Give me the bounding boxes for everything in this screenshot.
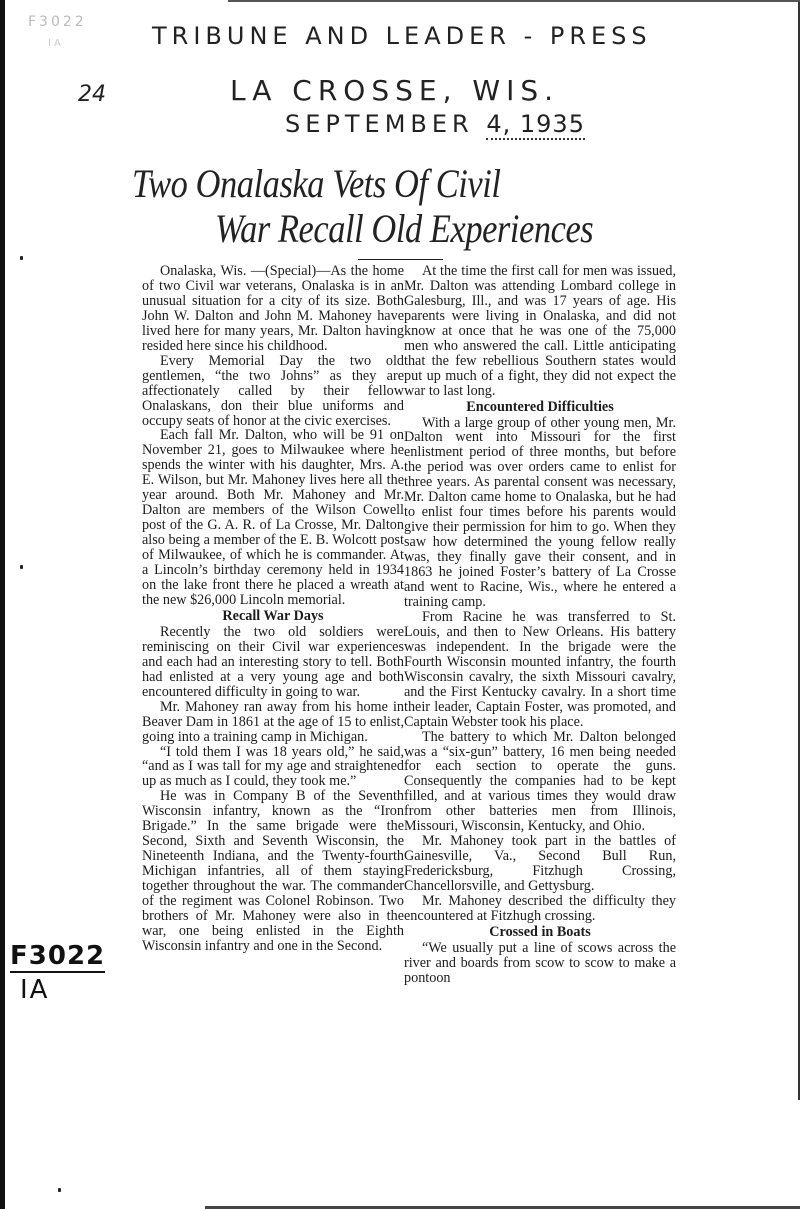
article-paragraph: He was in Company B of the Seventh Wisconsin infantry, known as the “Iron Brigade.” In the same brigade were the Second, Sixth and Seventh Wisconsin, the Nineteenth Indiana, and the Twenty-fourth Michigan infantries, all of them staying together throughout the war. The commander of the regiment was Colonel Robinson. Two brothers of Mr. Mahoney were also in the war, one being enlisted in the Eighth Wisconsin infantry and one in the Second. [142,788,404,954]
scan-edge-top [228,0,800,2]
article-paragraph: “I told them I was 18 years old,” he said, “and as I was tall for my age and straightened up as much as I could, they took me.” [142,743,404,790]
faint-stamp-sub: IA [48,38,64,49]
article-paragraph: Mr. Mahoney described the difficulty they encountered at Fitzhugh crossing. [404,893,676,924]
headline-rule [358,259,443,260]
article-paragraph: The battery to which Mr. Dalton belonged was a “six-gun” battery, 16 men being needed for each section to operate the guns. Consequently the companies had to be kept filled, and at various times they would draw from other batteries men from Illinois, Missouri, Wisconsin, Kentucky, and Ohio. [404,728,676,835]
date-month: SEPTEMBER [285,110,474,138]
date-day-year: 4, 1935 [486,110,585,138]
handwritten-newspaper-name: TRIBUNE AND LEADER - PRESS [152,22,652,50]
article-column-right [404,264,676,986]
scan-speck [58,1188,61,1192]
handwritten-page-number: 24 [78,82,106,107]
article-paragraph: Mr. Mahoney took part in the battles of Gainesville, Va., Second Bull Run, Fredericksburg, Fitzhugh Crossing, Chancellorsville, and Gettysburg. [404,833,676,895]
headline-line-2: War Recall Old Experiences [215,206,594,251]
article-paragraph: Mr. Mahoney ran away from his home in Beaver Dam in 1861 at the age of 15 to enlist, going into a training camp in Michigan. [142,698,404,745]
article-paragraph: Each fall Mr. Dalton, who will be 91 on November 21, goes to Milwaukee where he spends the winter with his daughter, Mrs. A. E. Wilson, but Mr. Mahoney lives here all the year around. Both Mr. Mahoney and Mr. Dalton are members of the Wilson Cowell post of the G. A. R. of La Crosse, Mr. Dalton also being a member of the E. B. Wolcott post of Milwaukee, of which he is commander. At a Lincoln’s birthday ceremony held in 1934 on the lake front there he placed a wreath at the new $26,000 Lincoln memorial. [142,427,404,608]
scan-speck [20,565,23,569]
margin-file-code: F3022 [10,941,106,971]
scan-edge-left [0,0,5,1209]
margin-sub-code: IA [20,975,50,1005]
section-subhead: Encountered Difficulties [466,398,614,415]
article-paragraph: “We usually put a line of scows across the river and boards from scow to scow to make a pontoon [404,939,676,986]
headline-line-1: Two Onalaska Vets Of Civil [132,161,501,206]
article-column-left [142,264,404,954]
section-subhead: Crossed in Boats [489,923,591,940]
article-paragraph: Onalaska, Wis. —(Special)—As the home of two Civil war veterans, Onalaska is in an unusual situation for a city of its size. Both John W. Dalton and John M. Mahoney have lived here for many years, Mr. Dalton having resided here since his childhood. [142,263,404,354]
handwritten-city: LA CROSSE, WIS. [230,74,559,107]
handwritten-date [285,110,585,138]
article-paragraph: Every Memorial Day the two old gentlemen, “the two Johns” as they are affectionately called by their fellow Onalaskans, don their blue uniforms and occupy seats of honor at the civic exercises. [142,352,404,429]
section-subhead: Recall War Days [222,607,324,624]
article-paragraph: At the time the first call for men was issued, Mr. Dalton was attending Lombard college in Galesburg, Ill., and was 17 years of age. His parents were living in Onalaska, and did not know at once that he was one of the 75,000 men who answered the call. Little anticipating that the few rebellious Southern states would put up much of a fight, they did not expect the war to last long. [404,263,676,399]
article-paragraph: From Racine he was transferred to St. Louis, and then to New Orleans. His battery was independent. In the brigade were the Fourth Wisconsin mounted infantry, the fourth Wisconsin cavalry, the sixth Missouri cavalry, and the First Kentucky cavalry. In a short time their leader, Captain Foster, was promoted, and Captain Webster took his place. [404,608,676,730]
article-paragraph: Recently the two old soldiers were reminiscing on their Civil war experiences and each had an interesting story to tell. Both had enlisted at a very young age and both encountered difficulty in going to war. [142,623,404,700]
article-paragraph: With a large group of other young men, Mr. Dalton went into Missouri for the first enlistment period of three months, but before the period was over orders came to enlist for three years. As parental consent was necessary, Mr. Dalton came home to Onalaska, but he had to enlist four times before his parents would give their permission for him to go. When they saw how determined the young fellow really was, they finally gave their consent, and in 1863 he joined Foster’s battery of La Crosse and went to Racine, Wis., where he entered a training camp. [404,414,676,610]
scan-speck [20,256,23,260]
faint-stamp: F3022 [28,14,87,30]
